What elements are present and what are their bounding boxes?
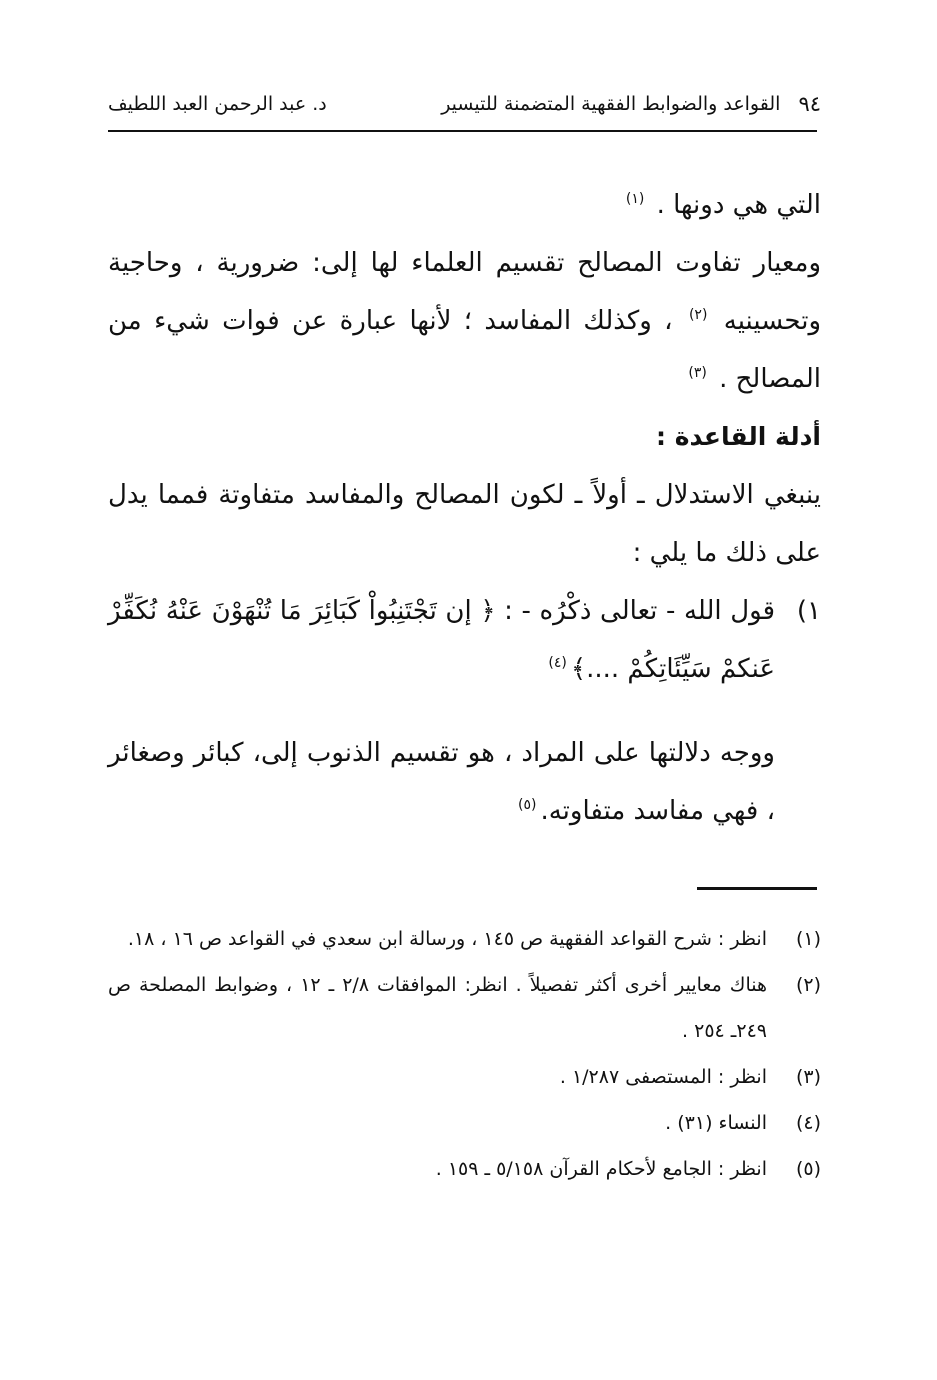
footnote-text: النساء (٣١) . [665, 1112, 767, 1134]
paragraph-2 [108, 234, 821, 408]
footnote-item [108, 962, 821, 1054]
header-right-group [441, 92, 821, 116]
numbered-item-1 [108, 582, 821, 698]
paragraph-1 [108, 176, 821, 234]
footnote-number: (٤) [795, 1112, 821, 1134]
footnote-item [108, 1146, 821, 1192]
section-heading: أدلة القاعدة : [656, 422, 821, 451]
footnote-ref-5: (٥) [517, 797, 537, 814]
quran-verse: قول الله - تعالى ذكْرُه - : ﴿ إن تَجْتَنِبُواْ كَبَائِرَ مَا تُنْهَوْنَ عَنْهُ نُكَفِّرْ عَنكمْ سَيِّئَاتِكُمْ ....﴾ [108, 596, 775, 684]
main-text [108, 176, 821, 866]
header-author: د. عبد الرحمن العبد اللطيف [108, 93, 327, 115]
item-1-explanation-text: ووجه دلالتها على المراد ، هو تقسيم الذنوب إلى، كبائر وصغائر ، فهي مفاسد متفاوته. [108, 738, 775, 826]
footnote-text: انظر : المستصفى ١/٢٨٧ . [559, 1066, 767, 1088]
header-title: القواعد والضوابط الفقهية المتضمنة للتيسير [441, 93, 781, 115]
paragraph-1-text: التي هي دونها . [656, 190, 821, 220]
running-header [108, 84, 821, 124]
page-number: ٩٤ [798, 92, 821, 116]
footnote-ref-4: (٤) [548, 655, 567, 672]
item-1-body [108, 582, 775, 698]
paragraph-2-text-b: ، وكذلك المفاسد ؛ لأنها عبارة عن فوات شيء من المصالح . [108, 306, 821, 394]
paragraph-3: ينبغي الاستدلال ـ أولاً ـ لكون المصالح والمفاسد متفاوتة فمما يدل على ذلك ما يلي : [108, 480, 821, 568]
item-1-number: ١) [796, 596, 821, 626]
item-1-explanation [108, 724, 821, 840]
footnote-text: انظر : الجامع لأحكام القرآن ٥/١٥٨ ـ ١٥٩ . [435, 1158, 767, 1180]
footnotes [108, 916, 821, 1192]
paragraph-2-text-a: ومعيار تفاوت المصالح تقسيم العلماء لها إلى: ضرورية ، وحاجية وتحسينيه [108, 248, 822, 336]
footnote-number: (٥) [795, 1158, 821, 1180]
footnote-ref-1: (١) [625, 191, 645, 208]
footnote-text: هناك معايير أخرى أكثر تفصيلاً . انظر: الموافقات ٢/٨ ـ ١٢ ، وضوابط المصلحة ص ٢٤٩ـ ٢٥٤ . [108, 974, 767, 1042]
footnote-separator [697, 887, 817, 890]
header-rule [108, 130, 817, 132]
footnote-ref-3: (٣) [688, 365, 707, 382]
footnote-item [108, 1054, 821, 1100]
footnote-text: انظر : شرح القواعد الفقهية ص ١٤٥ ، ورسالة ابن سعدي في القواعد ص ١٦ ، ١٨. [127, 928, 767, 950]
footnote-ref-2: (٢) [688, 307, 708, 324]
footnote-item [108, 916, 821, 962]
footnote-number: (٣) [795, 1066, 821, 1088]
footnote-number: (١) [795, 928, 821, 950]
footnote-item [108, 1100, 821, 1146]
footnote-number: (٢) [795, 974, 821, 996]
